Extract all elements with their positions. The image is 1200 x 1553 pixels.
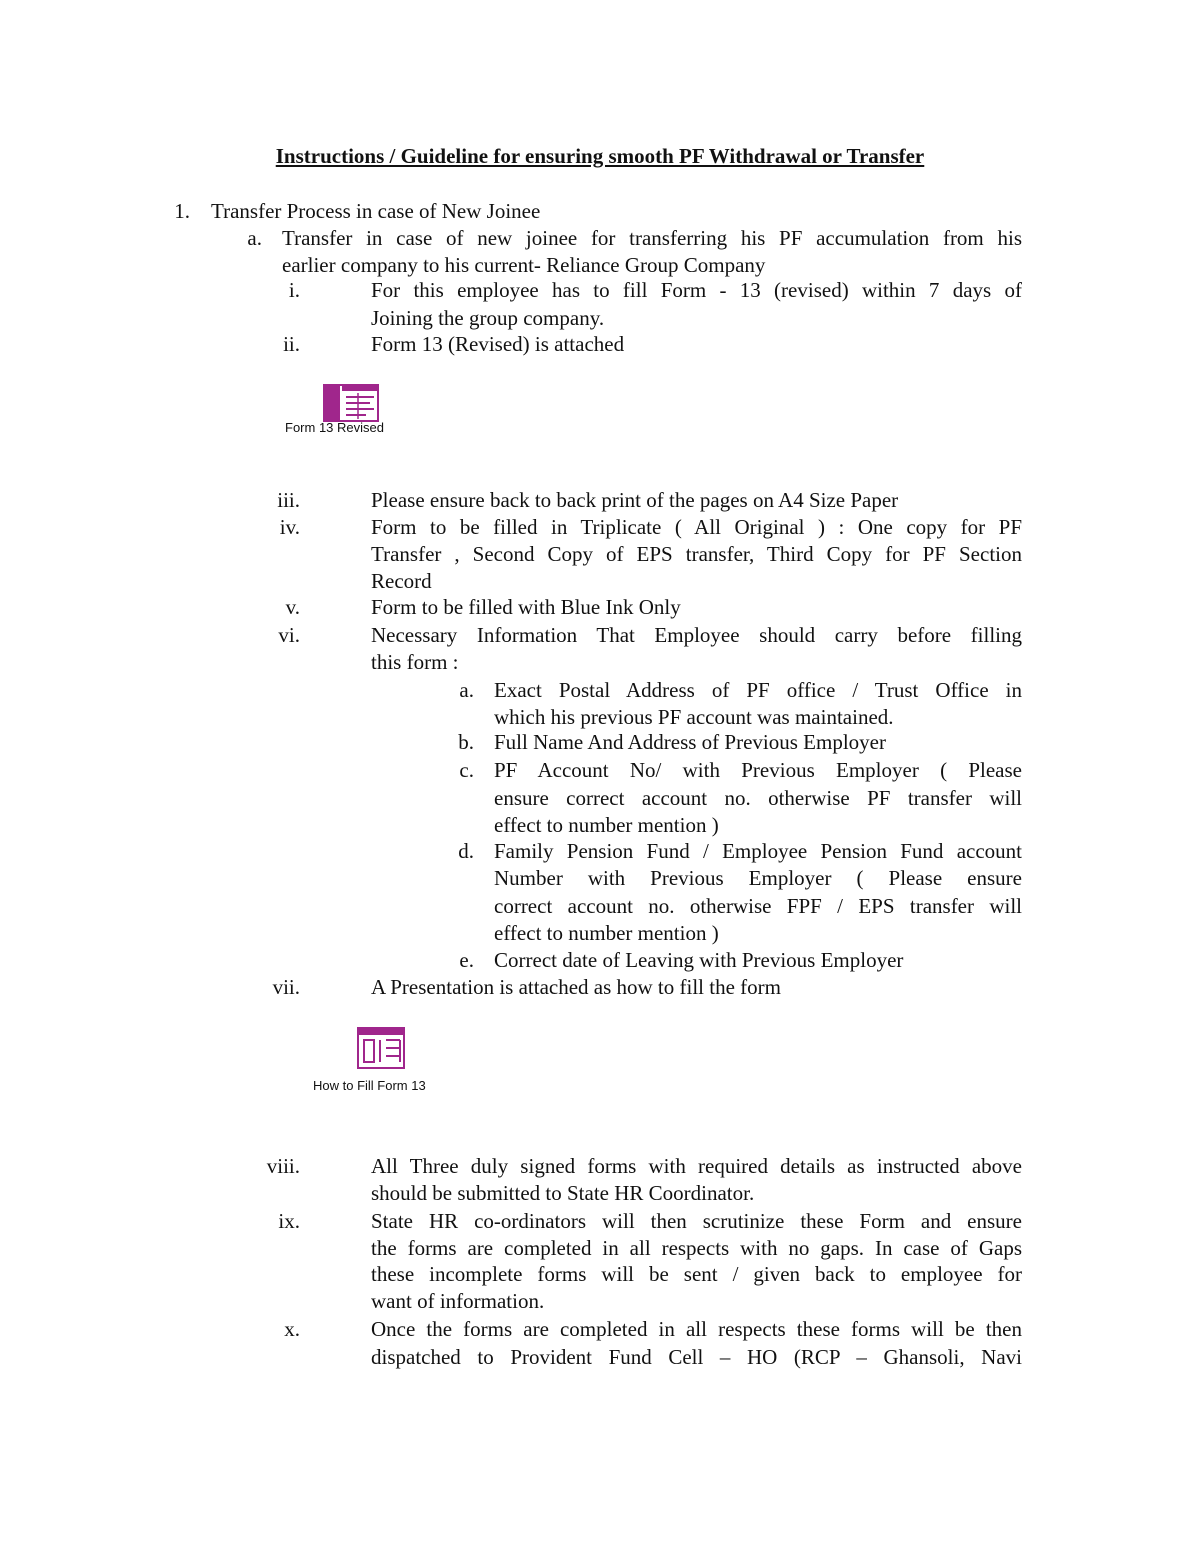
list-marker: v. xyxy=(285,595,300,619)
list-item-text: State HR co-ordinators will then scrutinize these Form and ensure xyxy=(371,1209,1022,1233)
list-item-text: effect to number mention ) xyxy=(494,813,719,837)
list-item-text: should be submitted to State HR Coordinator. xyxy=(371,1181,755,1205)
section-number: 1. xyxy=(174,199,190,223)
list-marker: c. xyxy=(459,758,474,782)
list-marker: e. xyxy=(459,948,474,972)
list-item-text: the forms are completed in all respects with no gaps. In case of Gaps xyxy=(371,1236,1022,1260)
list-marker: i. xyxy=(288,278,300,302)
list-item-text: PF Account No/ with Previous Employer ( Please xyxy=(494,758,1022,782)
list-item-text: Correct date of Leaving with Previous Employer xyxy=(494,948,904,972)
list-item-text: earlier company to his current- Reliance Group Company xyxy=(282,253,766,277)
list-item-text: Form to be filled in Triplicate ( All Original ) : One copy for PF xyxy=(371,515,1022,539)
list-item-text: Joining the group company. xyxy=(371,306,605,330)
embedded-document-icon xyxy=(356,1026,406,1070)
list-marker: vi. xyxy=(278,623,300,647)
attachment-caption: How to Fill Form 13 xyxy=(313,1078,426,1093)
list-item-text: Family Pension Fund / Employee Pension Fund account xyxy=(494,839,1022,863)
list-item-text: Transfer in case of new joinee for transferring his PF accumulation from his xyxy=(282,226,1022,250)
embedded-document-icon xyxy=(322,383,380,423)
list-item-text: Record xyxy=(371,569,432,593)
list-item-text: this form : xyxy=(371,650,459,674)
list-marker: d. xyxy=(458,839,474,863)
list-item-text: effect to number mention ) xyxy=(494,921,719,945)
list-marker: vii. xyxy=(272,975,300,999)
list-item-text: Form 13 (Revised) is attached xyxy=(371,332,625,356)
embedded-how-to-fill-form-13[interactable] xyxy=(356,1026,406,1075)
list-item-text: Once the forms are completed in all respects these forms will be then xyxy=(371,1317,1022,1341)
list-item-text: All Three duly signed forms with required details as instructed above xyxy=(371,1154,1022,1178)
list-marker: iii. xyxy=(277,488,300,512)
list-marker: x. xyxy=(284,1317,300,1341)
list-item-text: ensure correct account no. otherwise PF transfer will xyxy=(494,786,1022,810)
list-item-text: correct account no. otherwise FPF / EPS transfer will xyxy=(494,894,1022,918)
list-item-text: Please ensure back to back print of the pages on A4 Size Paper xyxy=(371,488,899,512)
list-item-text: A Presentation is attached as how to fill the form xyxy=(371,975,781,999)
list-marker: a. xyxy=(459,678,474,702)
list-marker: ii. xyxy=(283,332,300,356)
attachment-caption: Form 13 Revised xyxy=(285,420,384,435)
list-marker: ix. xyxy=(278,1209,300,1233)
list-item-text: these incomplete forms will be sent / given back to employee for xyxy=(371,1262,1022,1286)
list-marker: iv. xyxy=(279,515,300,539)
list-item-text: want of information. xyxy=(371,1289,545,1313)
list-marker: viii. xyxy=(266,1154,300,1178)
document-title: Instructions / Guideline for ensuring smooth PF Withdrawal or Transfer xyxy=(275,144,925,168)
list-marker: a. xyxy=(247,226,262,250)
list-item-text: For this employee has to fill Form - 13 (revised) within 7 days of xyxy=(371,278,1022,302)
list-item-text: Necessary Information That Employee should carry before filling xyxy=(371,623,1022,647)
list-item-text: Full Name And Address of Previous Employer xyxy=(494,730,886,754)
section-heading: Transfer Process in case of New Joinee xyxy=(211,199,541,223)
list-item-text: dispatched to Provident Fund Cell – HO (RCP – Ghansoli, Navi xyxy=(371,1345,1022,1369)
list-item-text: Form to be filled with Blue Ink Only xyxy=(371,595,681,619)
list-item-text: which his previous PF account was maintained. xyxy=(494,705,894,729)
list-item-text: Transfer , Second Copy of EPS transfer, Third Copy for PF Section xyxy=(371,542,1022,566)
list-item-text: Exact Postal Address of PF office / Trust Office in xyxy=(494,678,1022,702)
list-item-text: Number with Previous Employer ( Please ensure xyxy=(494,866,1022,890)
list-marker: b. xyxy=(458,730,474,754)
